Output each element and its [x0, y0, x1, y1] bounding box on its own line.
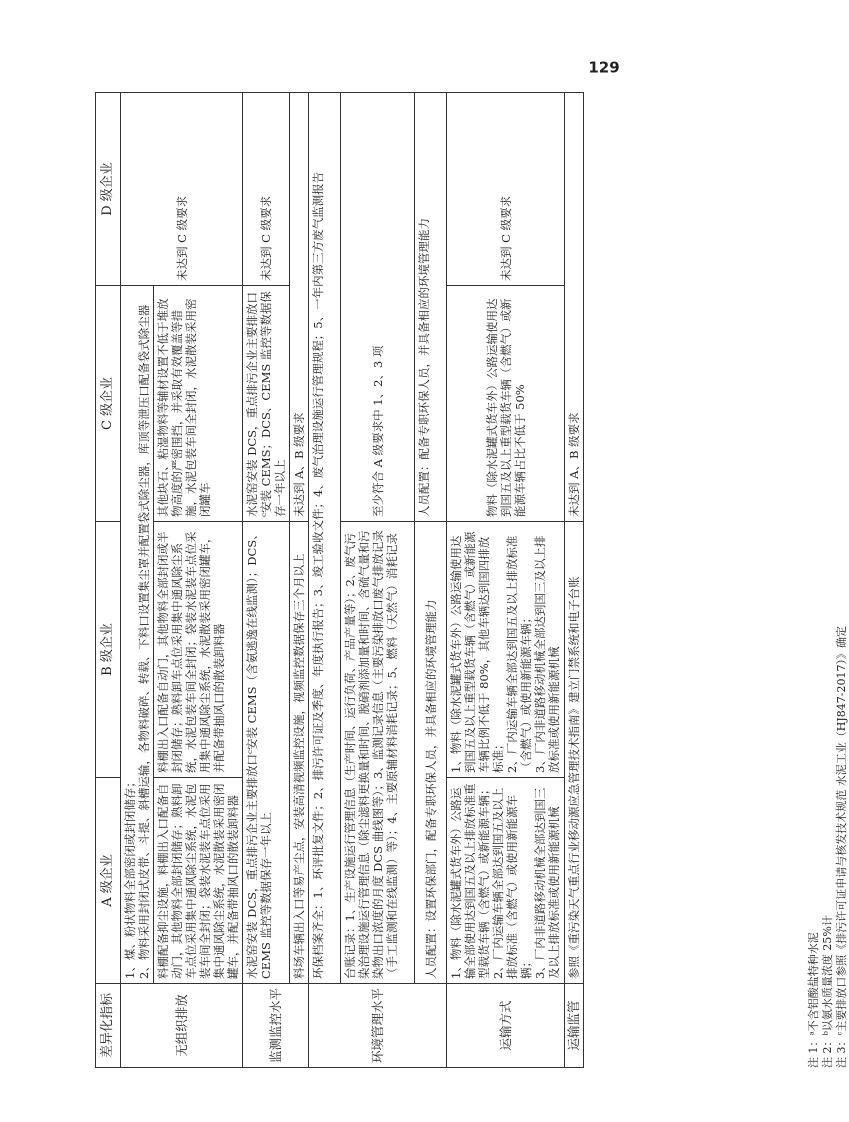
table-row: [415, 93, 447, 1068]
indicator-unorganized-emission: 无组织排放: [121, 984, 243, 1068]
monitoring-c-level: 水泥窑安装 DCS，重点排污企业主要排放口ᶜ安装 CEMS；DCS、CEMS 监控等数据保存一年以上: [243, 286, 290, 522]
table-row: [565, 93, 584, 1068]
header-indicator: 差异化指标: [96, 984, 121, 1068]
transport-d-level: 未达到 C 级要求: [447, 93, 565, 286]
table-row: [290, 93, 309, 1068]
env-ledger: 台账记录：1、生产设施运行管理信息（生产时间、运行负荷、产品产量等）；2、废气污染治理设施运行管理信息（除尘滤料更换量和时间、脱硝剂添加量和时间、含硫气量和污染物出口浓度的月度 DCS 曲线图等）；3、监测记录信息（主要污染排放口废气排放记录（手工监测和在线监测）等）；4、主要原辅材料消耗记录；5、燃料（天然气）消耗记录: [341, 522, 415, 984]
unorganized-a-level: 料棚配备抑尘设施，料棚出入口配备自动门，其他物料全部封闭储存；熟料卸车点位采用集中通风除尘系统，水泥包装车间全封闭；袋装水泥装车点位采用集中通风除尘系统，水泥散装采用密闭罐车，并配备带抽风口的散装卸料器: [154, 778, 243, 984]
monitoring-d-level: 未达到 C 级要求: [243, 93, 290, 286]
header-b-level: B 级企业: [96, 522, 121, 778]
note-2: 注 2：ᵇ以氨水质量浓度 25%计: [821, 915, 834, 1068]
table-notes: [807, 93, 849, 1068]
transport-c-level: 物料（除水泥罐式货车外）公路运输使用达到国五及以上重型载货车辆（含燃气）或新能源车辆占比不低于 50%: [447, 286, 565, 522]
page-number: 129: [588, 58, 620, 77]
note-1: 注 1：ᵃ不含铝酸盐特种水泥: [807, 932, 820, 1068]
table-row: [341, 93, 415, 1068]
table-row: [243, 93, 290, 1068]
note-3: 注 3：ᶜ主要排放口参照《排污许可证申请与核发技术规范 水泥工业（HJ847-2017）》确定: [835, 625, 848, 1068]
transport-a-level: 1、物料（除水泥罐式货车外）公路运输全部使用达到国五及以上排放标准重型载货车辆（含燃气）或新能源车辆； 2、厂内运输车辆全部达到国五及以上排放标准（含燃气）或使用新能源车辆； 3、厂内非道路移动机械全部达到国三及以上排放标准或使用新能源机械: [447, 778, 565, 984]
env-staffing-ab: 人员配置：设置环保部门，配备专职环保人员，并具备相应的环境管理能力: [415, 522, 447, 984]
indicator-environment-management: 环境管理水平: [309, 984, 447, 1068]
env-archives: 环保档案齐全：1、环评批复文件；2、排污许可证及季度、年度执行报告；3、竣工验收文件；4、废气治理设施运行管理规程；5、一年内第三方废气监测报告: [309, 93, 341, 984]
indicator-transport-supervision: 运输监管: [565, 984, 584, 1068]
unorganized-c-level: 其他块石、粘湿物料等辅材设置不低于堆放物高度的严密围挡，并采取有效覆盖等措施，水泥包装车间全封闭，水泥散装采用密闭罐车: [154, 286, 243, 522]
transport-supervision-cd: 未达到 A、B 级要求: [565, 93, 584, 522]
transport-supervision-ab: 参照《重污染天气重点行业移动源应急管理技术指南》建立门禁系统和电子台账: [565, 522, 584, 984]
monitoring-ab-level: 水泥窑安装 DCS，重点排污企业主要排放口ᶜ安装 CEMS（含氨逃逸在线监测）；DCS、CEMS 监控等数据保存一年以上: [243, 522, 290, 984]
table-row: [309, 93, 341, 1068]
differentiation-index-table: [95, 92, 584, 1068]
header-a-level: A 级企业: [96, 778, 121, 984]
table-header-row: [96, 93, 121, 1068]
table-row: [121, 93, 154, 1068]
unorganized-b-level: 料棚出入口配备自动门，其他物料全部封闭或半封闭储存；熟料卸车点位采用集中通风除尘系统，水泥包装车间全封闭；袋装水泥装车点位采用集中通风除尘系统，水泥散装采用密闭罐车，并配备带抽风口的散装卸料器: [154, 522, 243, 778]
unorganized-common-requirement: 1、煤、粉状物料全部密闭或封闭储存； 2、物料采用封闭式皮带、斗提、斜槽运输，各物料破碎、转载、下料口设置集尘罩并配置袋式除尘器，库顶等泄压口配备袋式除尘器: [121, 286, 154, 984]
transport-b-level: 1、物料（除水泥罐式货车外）公路运输使用达到国五及以上重型载货车辆（含燃气）或新能源车辆比例不低于 80%，其他车辆达到国四排放标准； 2、厂内运输车辆全部达到国五及以上排放标准（含燃气）或使用新能源车辆； 3、厂内非道路移动机械全部达到国三及以上排放标准或使用新能源机械: [447, 522, 565, 778]
indicator-transport-mode: 运输方式: [447, 984, 565, 1068]
header-c-level: C 级企业: [96, 286, 121, 522]
env-staffing-cd: 人员配置：配备专职环保人员，并具备相应的环境管理能力: [415, 93, 447, 522]
unorganized-d-level: 未达到 C 级要求: [121, 93, 243, 286]
table-row: [447, 93, 565, 1068]
monitoring-video-cd: 未达到 A、B 级要求: [290, 93, 309, 522]
monitoring-video-ab: 料场车辆出入口等易产尘点，安装高清视频监控设施，视频监控数据保存三个月以上: [290, 522, 309, 984]
rotated-page-content: [95, 58, 848, 1068]
indicator-monitoring-level: 监测监控水平: [243, 984, 309, 1068]
env-ledger-c-level: 至少符合 A 级要求中 1、2、3 项: [341, 93, 415, 522]
header-d-level: D 级企业: [96, 93, 121, 286]
